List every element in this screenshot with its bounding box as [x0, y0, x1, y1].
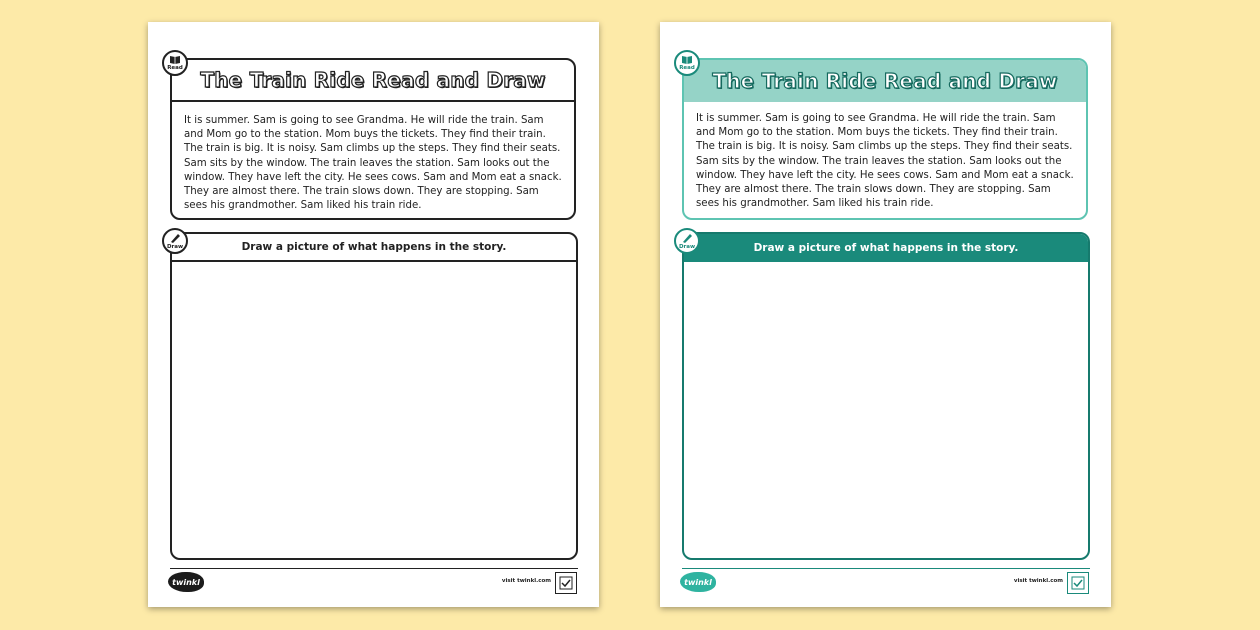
draw-prompt: Draw a picture of what happens in the story. [172, 234, 576, 262]
pencil-icon [169, 233, 181, 243]
footer-url: visit twinkl.com [1013, 578, 1063, 584]
footer-url: visit twinkl.com [501, 578, 551, 584]
reading-panel [170, 58, 576, 220]
quality-seal-icon [1067, 572, 1089, 594]
story-text: It is summer. Sam is going to see Grandma. He will ride the train. Sam and Mom go to the station. Mom buys the tickets. They find their train. The train is big. It is noisy. Sam climbs up the steps. They find their seats. Sam sits by the window. The train leaves the station. Sam looks out the window. They have left the city. He sees cows. Sam and Mom eat a snack. They are almost there. The train slows down. They are stopping. Sam sees his grandmother. Sam liked his train ride. [184, 115, 562, 212]
twinkl-logo: twinkl [680, 572, 716, 592]
draw-badge [162, 228, 188, 254]
draw-prompt: Draw a picture of what happens in the story. [684, 234, 1088, 262]
drawing-panel[interactable] [170, 232, 578, 560]
worksheet-color [660, 22, 1111, 607]
draw-badge-label: Draw [166, 243, 184, 250]
pencil-icon [681, 233, 693, 243]
quality-seal-icon [555, 572, 577, 594]
twinkl-logo: twinkl [168, 572, 204, 592]
book-icon [681, 55, 693, 64]
read-badge [162, 50, 188, 76]
footer-divider [682, 568, 1090, 569]
draw-badge [674, 228, 700, 254]
footer-divider [170, 568, 578, 569]
read-badge-label: Read [167, 65, 183, 71]
reading-panel [682, 58, 1088, 220]
worksheet-title: The Train Ride Read and Draw [200, 68, 546, 92]
story-text: It is summer. Sam is going to see Grandma. He will ride the train. Sam and Mom go to the station. Mom buys the tickets. They find their train. The train is big. It is noisy. Sam climbs up the steps. They find their seats. Sam sits by the window. The train leaves the station. Sam looks out the window. They have left the city. He sees cows. Sam and Mom eat a snack. They are almost there. The train slows down. They are stopping. Sam sees his grandmother. Sam liked his train ride. [696, 113, 1074, 210]
title-bar [172, 60, 574, 102]
title-bar [684, 60, 1086, 102]
read-badge-label: Read [679, 65, 695, 71]
worksheet-title: The Train Ride Read and Draw [712, 69, 1058, 93]
drawing-panel[interactable] [682, 232, 1090, 560]
worksheet-bw [148, 22, 599, 607]
book-icon [169, 55, 181, 64]
read-badge [674, 50, 700, 76]
draw-badge-label: Draw [678, 243, 696, 250]
